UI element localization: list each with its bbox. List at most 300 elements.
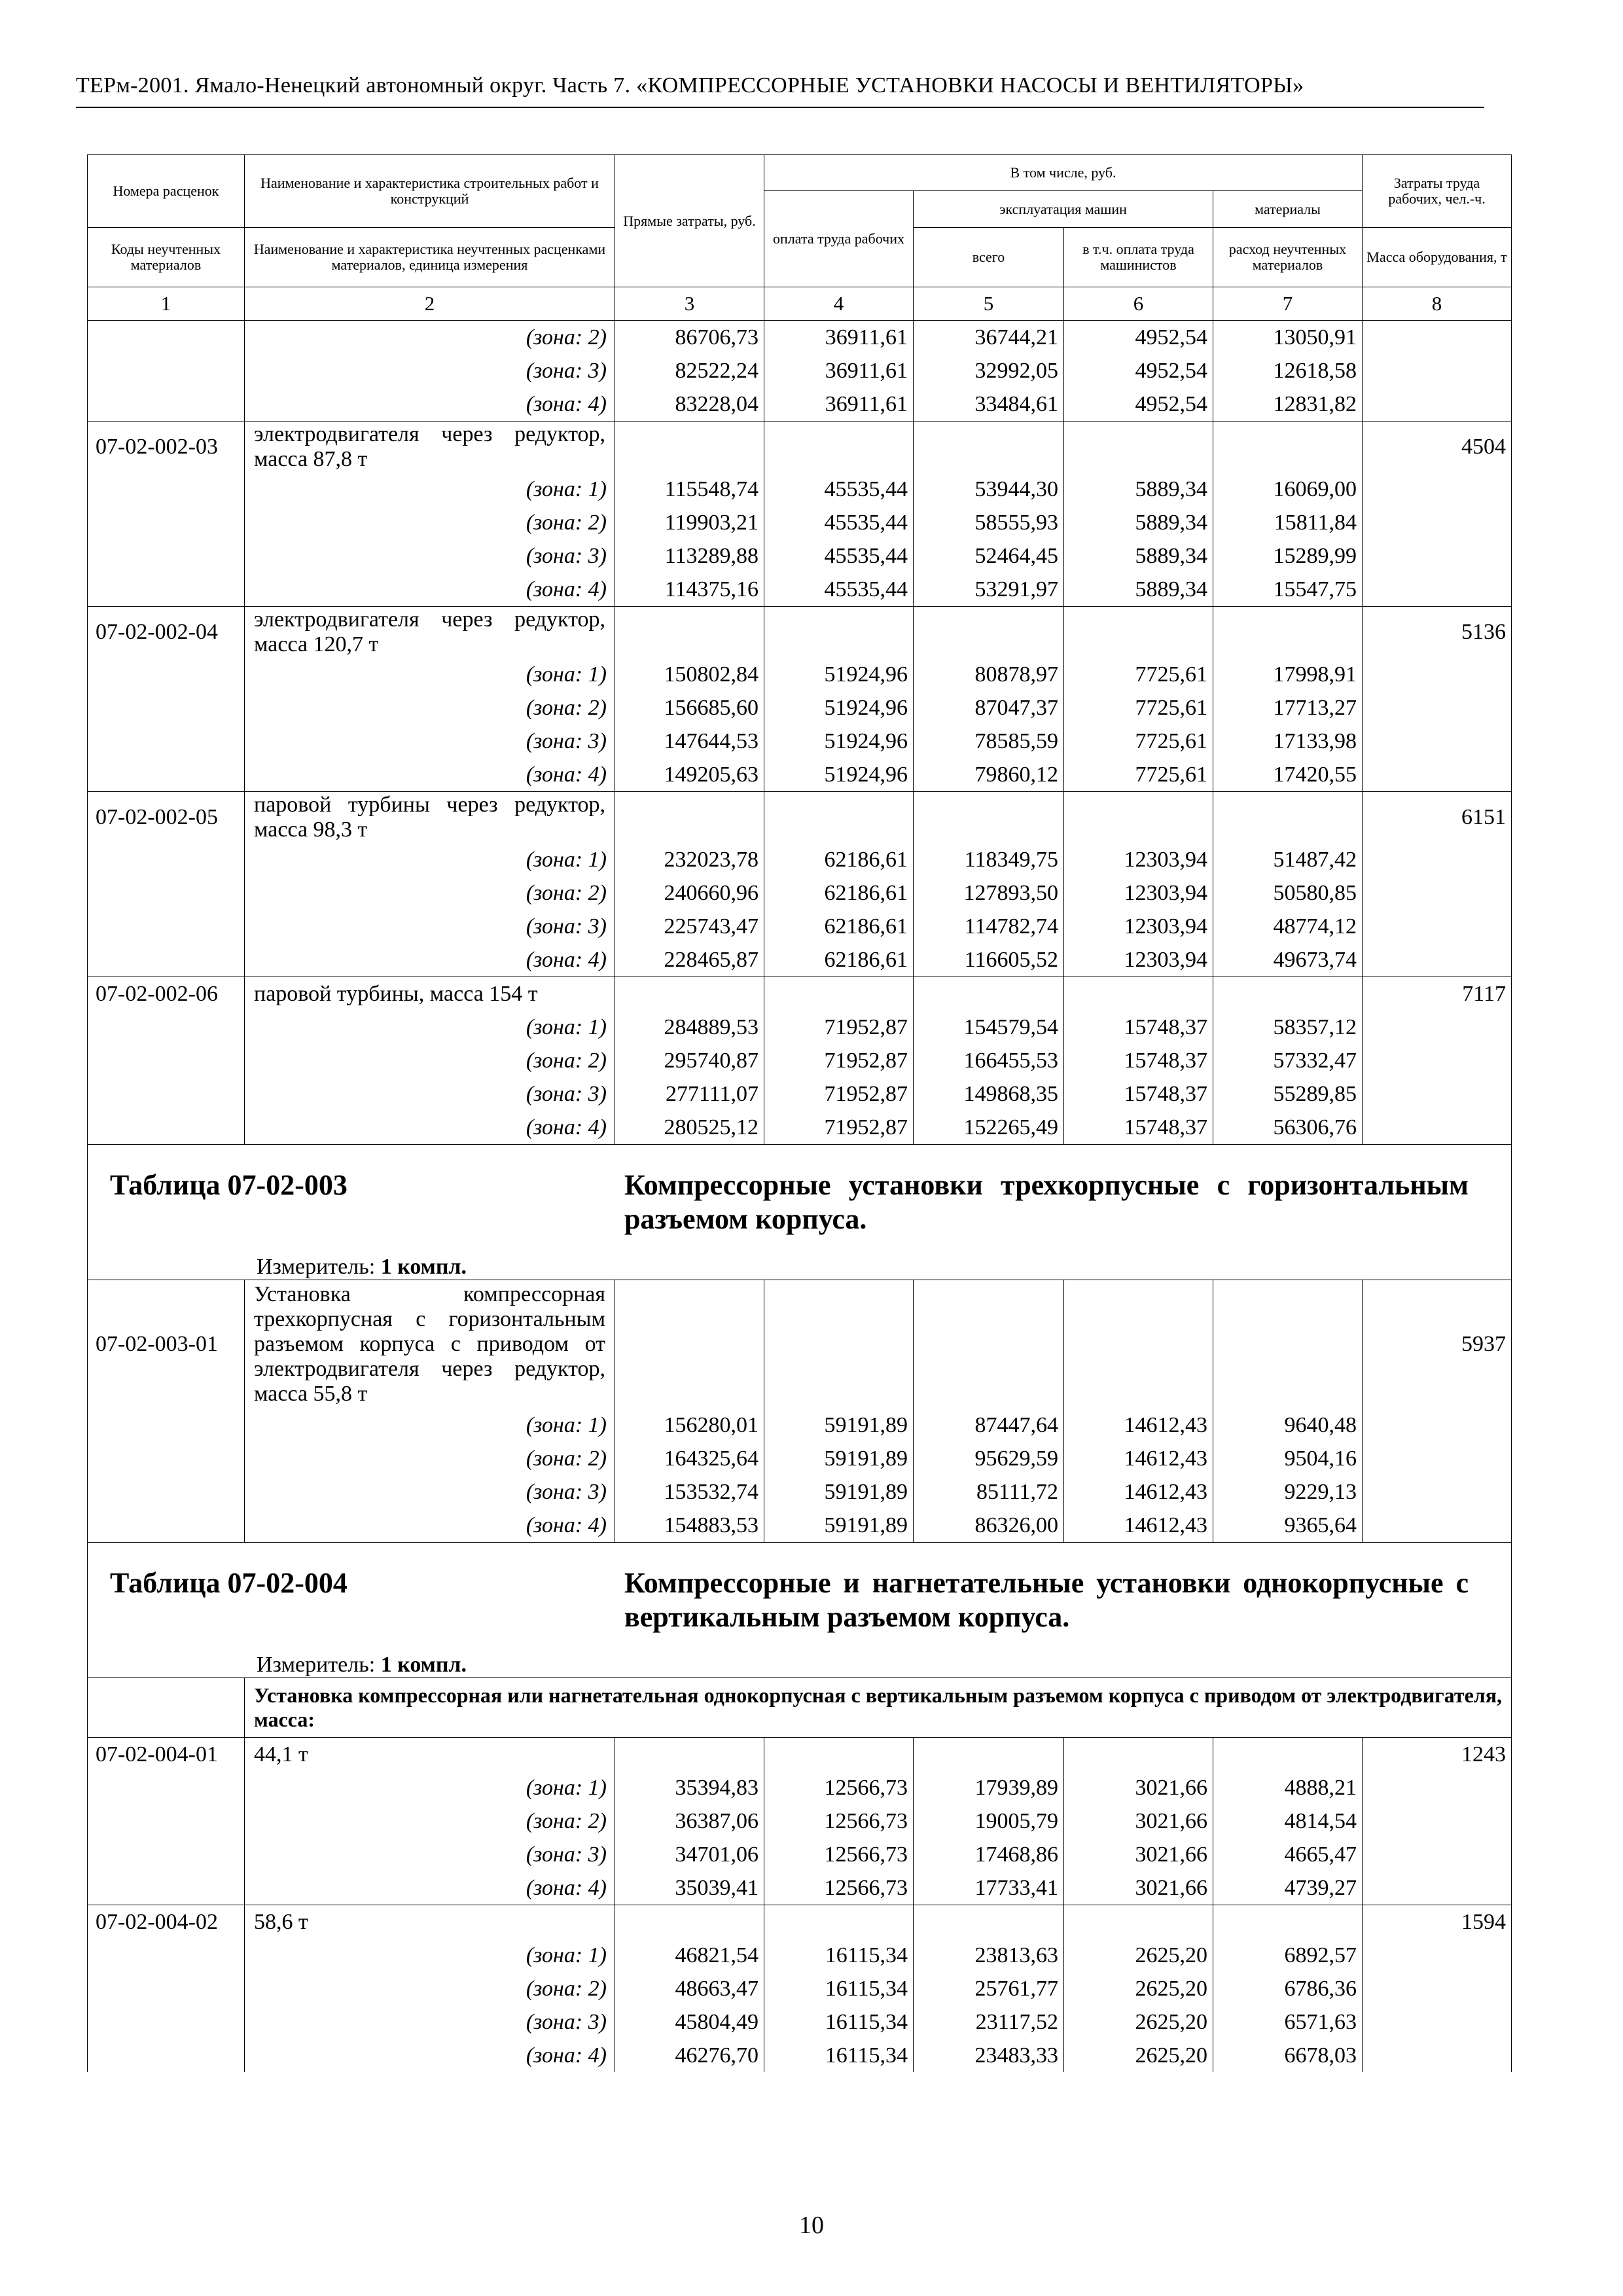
materials-value: 17998,91	[1213, 658, 1363, 691]
mass-empty	[1363, 658, 1512, 691]
machines-wages-value: 2625,20	[1064, 1972, 1213, 2005]
page-number: 10	[799, 2212, 824, 2239]
zone-row	[88, 2005, 1512, 2039]
mass-empty	[1363, 1771, 1512, 1804]
materials-value: 48774,12	[1213, 910, 1363, 943]
equipment-mass: 7117	[1363, 977, 1512, 1011]
machines-total-value: 127893,50	[914, 876, 1064, 910]
direct-costs-value: 113289,88	[615, 539, 764, 573]
header-work-name: Наименование и характеристика строительных работ и конструкций	[245, 155, 615, 228]
meter-value: 1 компл.	[380, 1653, 467, 1677]
header-materials: материалы	[1213, 191, 1363, 228]
machines-total-value: 17733,41	[914, 1871, 1064, 1905]
mass-empty	[1363, 691, 1512, 725]
empty-cell	[764, 607, 914, 658]
empty-cell	[764, 1738, 914, 1772]
rate-header-row	[88, 422, 1512, 473]
section-meter	[257, 1255, 467, 1280]
empty-cell	[1064, 792, 1213, 844]
rate-header-row	[88, 977, 1512, 1011]
wages-value: 45535,44	[764, 573, 914, 607]
hint-code-empty	[88, 1678, 245, 1738]
meter-label: Измеритель:	[257, 1653, 376, 1677]
direct-costs-value: 156685,60	[615, 691, 764, 725]
zone-label: (зона: 2)	[245, 506, 615, 539]
zone-row	[88, 1771, 1512, 1804]
rate-code-empty	[88, 1972, 245, 2005]
mass-empty	[1363, 1111, 1512, 1145]
wages-value: 45535,44	[764, 539, 914, 573]
machines-total-value: 32992,05	[914, 354, 1064, 387]
wages-value: 16115,34	[764, 1972, 914, 2005]
rate-code-empty	[88, 758, 245, 792]
zone-row	[88, 658, 1512, 691]
materials-value: 12831,82	[1213, 387, 1363, 422]
mass-empty	[1363, 1044, 1512, 1077]
rate-description: паровой турбины через редуктор, масса 98,3 т	[245, 792, 615, 844]
materials-value: 9640,48	[1213, 1408, 1363, 1442]
rate-code-empty	[88, 1509, 245, 1543]
machines-total-value: 23483,33	[914, 2039, 1064, 2072]
empty-cell	[764, 422, 914, 473]
section-title: Таблица 07-02-004	[110, 1567, 348, 1599]
zone-label: (зона: 3)	[245, 910, 615, 943]
materials-value: 6892,57	[1213, 1939, 1363, 1972]
zone-row	[88, 876, 1512, 910]
mass-empty	[1363, 506, 1512, 539]
empty-cell	[914, 977, 1064, 1011]
wages-value: 12566,73	[764, 1871, 914, 1905]
equipment-mass: 4504	[1363, 422, 1512, 473]
machines-wages-value: 14612,43	[1064, 1442, 1213, 1475]
equipment-mass: 1243	[1363, 1738, 1512, 1772]
rate-code-empty	[88, 943, 245, 977]
header-rule	[76, 107, 1484, 108]
machines-wages-value: 3021,66	[1064, 1838, 1213, 1871]
machines-total-value: 154579,54	[914, 1011, 1064, 1044]
zone-row	[88, 354, 1512, 387]
empty-cell	[914, 1738, 1064, 1772]
empty-cell	[914, 1905, 1064, 1939]
machines-wages-value: 15748,37	[1064, 1044, 1213, 1077]
materials-value: 17713,27	[1213, 691, 1363, 725]
wages-value: 45535,44	[764, 506, 914, 539]
rate-code-empty	[88, 473, 245, 506]
mass-empty	[1363, 539, 1512, 573]
empty-cell	[615, 1905, 764, 1939]
machines-wages-value: 4952,54	[1064, 321, 1213, 355]
materials-value: 16069,00	[1213, 473, 1363, 506]
mass-empty	[1363, 943, 1512, 977]
machines-wages-value: 7725,61	[1064, 758, 1213, 792]
rate-description: электродвигателя через редуктор, масса 87,8 т	[245, 422, 615, 473]
wages-value: 71952,87	[764, 1044, 914, 1077]
zone-row	[88, 1111, 1512, 1145]
table-section-header	[88, 1145, 1512, 1280]
machines-wages-value: 7725,61	[1064, 725, 1213, 758]
table-section-header	[88, 1543, 1512, 1678]
header-rate-numbers: Номера расценок	[88, 155, 245, 228]
zone-label: (зона: 2)	[245, 691, 615, 725]
zone-row	[88, 2039, 1512, 2072]
rate-description: паровой турбины, масса 154 т	[245, 977, 615, 1011]
section-name: Компрессорные и нагнетательные установки однокорпусные с вертикальным разъемом корпуса.	[624, 1567, 1469, 1633]
materials-value: 17133,98	[1213, 725, 1363, 758]
machines-total-value: 79860,12	[914, 758, 1064, 792]
rate-code-empty	[88, 1408, 245, 1442]
direct-costs-value: 83228,04	[615, 387, 764, 422]
materials-value: 15547,75	[1213, 573, 1363, 607]
equipment-mass: 5937	[1363, 1280, 1512, 1409]
materials-value: 56306,76	[1213, 1111, 1363, 1145]
zone-label: (зона: 1)	[245, 1939, 615, 1972]
zone-label: (зона: 3)	[245, 1475, 615, 1509]
machines-wages-value: 14612,43	[1064, 1509, 1213, 1543]
materials-value: 50580,85	[1213, 876, 1363, 910]
machines-wages-value: 5889,34	[1064, 506, 1213, 539]
wages-value: 51924,96	[764, 658, 914, 691]
mass-empty	[1363, 725, 1512, 758]
wages-value: 51924,96	[764, 758, 914, 792]
empty-cell	[914, 607, 1064, 658]
rate-code-empty	[88, 2039, 245, 2072]
rate-code-empty	[88, 1871, 245, 1905]
zone-label: (зона: 4)	[245, 1871, 615, 1905]
empty-cell	[764, 1280, 914, 1409]
materials-value: 4814,54	[1213, 1804, 1363, 1838]
header-labor-costs: Затраты труда рабочих, чел.-ч.	[1363, 155, 1512, 228]
mass-empty	[1363, 1442, 1512, 1475]
direct-costs-value: 115548,74	[615, 473, 764, 506]
empty-cell	[1213, 422, 1363, 473]
section-wrap	[88, 1145, 1511, 1280]
mass-empty	[1363, 2005, 1512, 2039]
direct-costs-value: 82522,24	[615, 354, 764, 387]
wages-value: 36911,61	[764, 321, 914, 355]
wages-value: 59191,89	[764, 1509, 914, 1543]
rate-code-empty	[88, 1804, 245, 1838]
machines-wages-value: 2625,20	[1064, 1939, 1213, 1972]
machines-wages-value: 2625,20	[1064, 2039, 1213, 2072]
zone-label: (зона: 4)	[245, 387, 615, 422]
rate-code-empty	[88, 2005, 245, 2039]
materials-value: 4739,27	[1213, 1871, 1363, 1905]
zone-label: (зона: 3)	[245, 354, 615, 387]
materials-value: 17420,55	[1213, 758, 1363, 792]
wages-value: 51924,96	[764, 691, 914, 725]
zone-label: (зона: 3)	[245, 1838, 615, 1871]
wages-value: 16115,34	[764, 2005, 914, 2039]
zone-row	[88, 1871, 1512, 1905]
zone-label: (зона: 2)	[245, 1972, 615, 2005]
mass-empty	[1363, 910, 1512, 943]
empty-cell	[615, 977, 764, 1011]
empty-cell	[1064, 422, 1213, 473]
mass-empty	[1363, 321, 1512, 355]
zone-row	[88, 843, 1512, 876]
direct-costs-value: 147644,53	[615, 725, 764, 758]
header-including: В том числе, руб.	[764, 155, 1363, 191]
rate-code-empty	[88, 1771, 245, 1804]
rate-header-row	[88, 607, 1512, 658]
rate-code-empty	[88, 725, 245, 758]
direct-costs-value: 114375,16	[615, 573, 764, 607]
zone-row	[88, 910, 1512, 943]
direct-costs-value: 46276,70	[615, 2039, 764, 2072]
empty-cell	[1213, 1738, 1363, 1772]
zone-row	[88, 1939, 1512, 1972]
rate-code-empty	[88, 1475, 245, 1509]
materials-value: 15289,99	[1213, 539, 1363, 573]
header-materials-consumption: расход неучтенных материалов	[1213, 228, 1363, 287]
empty-cell	[1213, 1280, 1363, 1409]
zone-row	[88, 1077, 1512, 1111]
rate-code-empty	[88, 691, 245, 725]
zone-row	[88, 321, 1512, 355]
column-number: 8	[1363, 287, 1512, 321]
rate-header-row	[88, 1280, 1512, 1409]
machines-total-value: 23813,63	[914, 1939, 1064, 1972]
wages-value: 12566,73	[764, 1771, 914, 1804]
machines-wages-value: 12303,94	[1064, 943, 1213, 977]
rate-description: 58,6 т	[245, 1905, 615, 1939]
machines-wages-value: 3021,66	[1064, 1871, 1213, 1905]
wages-value: 45535,44	[764, 473, 914, 506]
empty-cell	[914, 792, 1064, 844]
zone-row	[88, 1509, 1512, 1543]
direct-costs-value: 280525,12	[615, 1111, 764, 1145]
mass-empty	[1363, 758, 1512, 792]
zone-row	[88, 506, 1512, 539]
wages-value: 51924,96	[764, 725, 914, 758]
zone-label: (зона: 3)	[245, 539, 615, 573]
empty-cell	[615, 607, 764, 658]
mass-empty	[1363, 1972, 1512, 2005]
mass-empty	[1363, 1804, 1512, 1838]
zone-row	[88, 473, 1512, 506]
equipment-mass: 6151	[1363, 792, 1512, 844]
machines-wages-value: 4952,54	[1064, 387, 1213, 422]
zone-row	[88, 387, 1512, 422]
rate-header-row	[88, 1738, 1512, 1772]
machines-total-value: 58555,93	[914, 506, 1064, 539]
zone-row	[88, 1804, 1512, 1838]
direct-costs-value: 295740,87	[615, 1044, 764, 1077]
column-number: 5	[914, 287, 1064, 321]
zone-label: (зона: 4)	[245, 2039, 615, 2072]
zone-label: (зона: 3)	[245, 725, 615, 758]
wages-value: 36911,61	[764, 354, 914, 387]
zone-row	[88, 1011, 1512, 1044]
materials-value: 6678,03	[1213, 2039, 1363, 2072]
materials-value: 57332,47	[1213, 1044, 1363, 1077]
rate-header-row	[88, 792, 1512, 844]
zone-row	[88, 943, 1512, 977]
rate-code-empty	[88, 658, 245, 691]
column-number: 7	[1213, 287, 1363, 321]
wages-value: 36911,61	[764, 387, 914, 422]
zone-label: (зона: 1)	[245, 1011, 615, 1044]
materials-value: 55289,85	[1213, 1077, 1363, 1111]
header-direct-costs: Прямые затраты, руб.	[615, 155, 764, 287]
zone-row	[88, 1838, 1512, 1871]
direct-costs-value: 277111,07	[615, 1077, 764, 1111]
wages-value: 62186,61	[764, 876, 914, 910]
rate-code-empty	[88, 910, 245, 943]
zone-label: (зона: 4)	[245, 943, 615, 977]
rate-code-empty	[88, 876, 245, 910]
direct-costs-value: 153532,74	[615, 1475, 764, 1509]
rate-code-empty	[88, 1838, 245, 1871]
equipment-mass: 5136	[1363, 607, 1512, 658]
meter-label: Измеритель:	[257, 1255, 376, 1279]
empty-cell	[1064, 1738, 1213, 1772]
zone-row	[88, 1442, 1512, 1475]
wages-value: 71952,87	[764, 1011, 914, 1044]
machines-wages-value: 5889,34	[1064, 473, 1213, 506]
column-number: 3	[615, 287, 764, 321]
rate-code-empty	[88, 1011, 245, 1044]
machines-wages-value: 3021,66	[1064, 1771, 1213, 1804]
machines-wages-value: 5889,34	[1064, 539, 1213, 573]
rate-code: 07-02-004-01	[88, 1738, 245, 1772]
mass-empty	[1363, 1475, 1512, 1509]
materials-value: 58357,12	[1213, 1011, 1363, 1044]
rate-code: 07-02-002-03	[88, 422, 245, 473]
direct-costs-value: 45804,49	[615, 2005, 764, 2039]
zone-label: (зона: 1)	[245, 658, 615, 691]
wages-value: 12566,73	[764, 1804, 914, 1838]
empty-cell	[1213, 792, 1363, 844]
machines-wages-value: 14612,43	[1064, 1475, 1213, 1509]
materials-value: 13050,91	[1213, 321, 1363, 355]
wages-value: 62186,61	[764, 843, 914, 876]
empty-cell	[764, 1905, 914, 1939]
materials-value: 12618,58	[1213, 354, 1363, 387]
direct-costs-value: 149205,63	[615, 758, 764, 792]
rate-code-empty	[88, 539, 245, 573]
empty-cell	[764, 792, 914, 844]
rate-code: 07-02-002-06	[88, 977, 245, 1011]
machines-total-value: 80878,97	[914, 658, 1064, 691]
machines-total-value: 52464,45	[914, 539, 1064, 573]
direct-costs-value: 154883,53	[615, 1509, 764, 1543]
header-material-names: Наименование и характеристика неучтенных расценками материалов, единица измерения	[245, 228, 615, 287]
header-machines-wages: в т.ч. оплата труда машинистов	[1064, 228, 1213, 287]
materials-value: 9229,13	[1213, 1475, 1363, 1509]
wages-value: 62186,61	[764, 910, 914, 943]
machines-total-value: 87047,37	[914, 691, 1064, 725]
column-number: 1	[88, 287, 245, 321]
machines-total-value: 152265,49	[914, 1111, 1064, 1145]
empty-cell	[615, 1280, 764, 1409]
machines-wages-value: 15748,37	[1064, 1077, 1213, 1111]
machines-total-value: 25761,77	[914, 1972, 1064, 2005]
zone-label: (зона: 1)	[245, 473, 615, 506]
direct-costs-value: 48663,47	[615, 1972, 764, 2005]
rate-code-empty	[88, 321, 245, 355]
empty-cell	[615, 792, 764, 844]
mass-empty	[1363, 1408, 1512, 1442]
rate-code-empty	[88, 1044, 245, 1077]
zone-row	[88, 539, 1512, 573]
machines-wages-value: 2625,20	[1064, 2005, 1213, 2039]
column-number: 4	[764, 287, 914, 321]
zone-label: (зона: 4)	[245, 573, 615, 607]
machines-total-value: 95629,59	[914, 1442, 1064, 1475]
mass-empty	[1363, 387, 1512, 422]
zone-row	[88, 573, 1512, 607]
empty-cell	[914, 1280, 1064, 1409]
machines-wages-value: 15748,37	[1064, 1011, 1213, 1044]
machines-wages-value: 12303,94	[1064, 876, 1213, 910]
header-machines-total: всего	[914, 228, 1064, 287]
machines-total-value: 118349,75	[914, 843, 1064, 876]
rate-code-empty	[88, 843, 245, 876]
equipment-mass: 1594	[1363, 1905, 1512, 1939]
mass-empty	[1363, 1011, 1512, 1044]
direct-costs-value: 240660,96	[615, 876, 764, 910]
zone-row	[88, 1044, 1512, 1077]
machines-wages-value: 7725,61	[1064, 691, 1213, 725]
machines-total-value: 53944,30	[914, 473, 1064, 506]
section-cell	[88, 1145, 1512, 1280]
empty-cell	[1064, 1280, 1213, 1409]
rate-header-row	[88, 1905, 1512, 1939]
zone-row	[88, 725, 1512, 758]
direct-costs-value: 232023,78	[615, 843, 764, 876]
machines-total-value: 19005,79	[914, 1804, 1064, 1838]
direct-costs-value: 86706,73	[615, 321, 764, 355]
machines-wages-value: 12303,94	[1064, 843, 1213, 876]
rate-code-empty	[88, 506, 245, 539]
column-number: 2	[245, 287, 615, 321]
materials-value: 6571,63	[1213, 2005, 1363, 2039]
section-hint-row	[88, 1678, 1512, 1738]
machines-total-value: 17468,86	[914, 1838, 1064, 1871]
materials-value: 15811,84	[1213, 506, 1363, 539]
zone-row	[88, 1475, 1512, 1509]
machines-wages-value: 7725,61	[1064, 658, 1213, 691]
rate-code-empty	[88, 387, 245, 422]
column-numbers-row	[88, 287, 1512, 321]
machines-total-value: 23117,52	[914, 2005, 1064, 2039]
zone-label: (зона: 4)	[245, 1111, 615, 1145]
section-hint: Установка компрессорная или нагнетательная однокорпусная с вертикальным разъемом корпуса с приводом от электродвигателя, масса:	[245, 1678, 1512, 1738]
mass-empty	[1363, 876, 1512, 910]
materials-value: 51487,42	[1213, 843, 1363, 876]
mass-empty	[1363, 2039, 1512, 2072]
machines-total-value: 78585,59	[914, 725, 1064, 758]
zone-label: (зона: 2)	[245, 1442, 615, 1475]
empty-cell	[764, 977, 914, 1011]
materials-value: 4665,47	[1213, 1838, 1363, 1871]
machines-total-value: 149868,35	[914, 1077, 1064, 1111]
direct-costs-value: 150802,84	[615, 658, 764, 691]
machines-total-value: 166455,53	[914, 1044, 1064, 1077]
mass-empty	[1363, 1509, 1512, 1543]
zone-label: (зона: 1)	[245, 1771, 615, 1804]
zone-label: (зона: 2)	[245, 1804, 615, 1838]
header-material-codes: Коды неучтенных материалов	[88, 228, 245, 287]
rate-code-empty	[88, 573, 245, 607]
machines-wages-value: 5889,34	[1064, 573, 1213, 607]
header-row-1	[88, 155, 1512, 191]
machines-total-value: 85111,72	[914, 1475, 1064, 1509]
header-machines: эксплуатация машин	[914, 191, 1213, 228]
empty-cell	[615, 422, 764, 473]
column-number: 6	[1064, 287, 1213, 321]
